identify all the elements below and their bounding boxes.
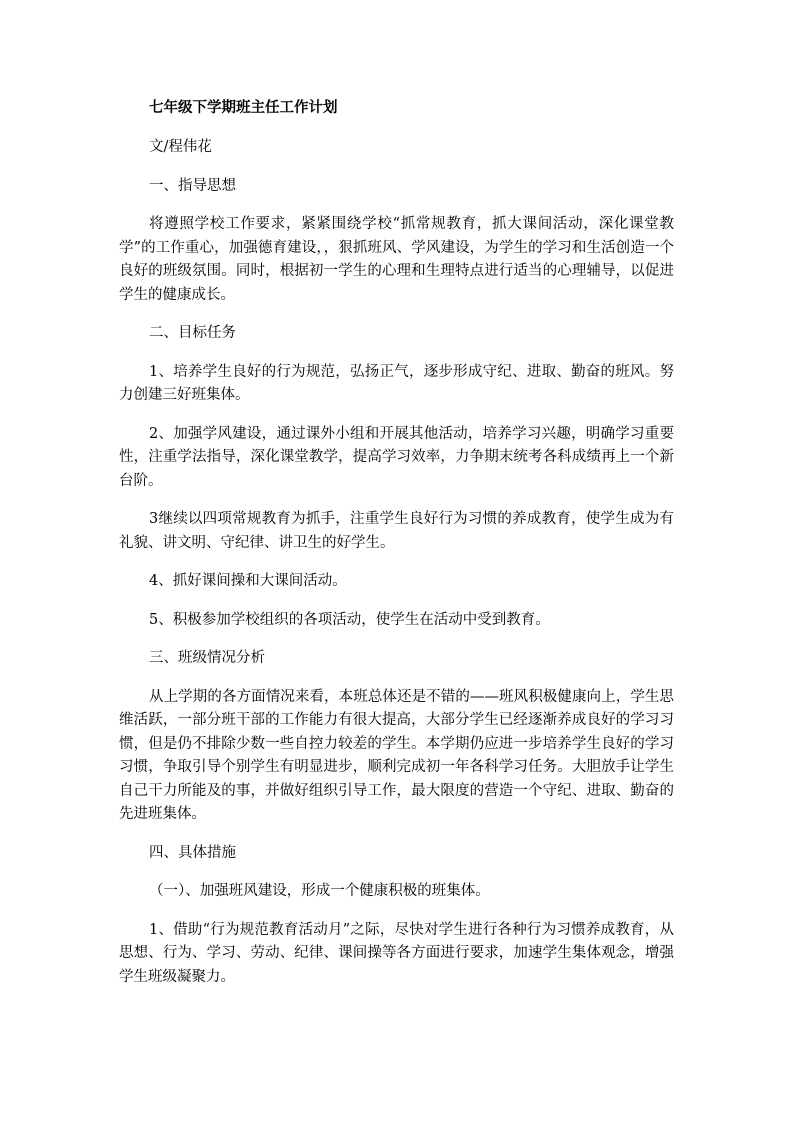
section-heading-measures: 四、具体措施: [149, 844, 236, 861]
document-title: 七年级下学期班主任工作计划: [149, 99, 338, 116]
goal-item-3: 3继续以四项常规教育为抓手，注重学生良好行为习惯的养成教育，使学生成为有礼貌、讲文明、守纪律、讲卫生的好学生。: [119, 511, 674, 551]
author-line: 文/程伟花: [149, 139, 212, 155]
measure-item-1: 1、借助“行为规范教育活动月”之际，尽快对学生进行各种行为习惯养成教育，从思想、行为、学习、劳动、纪律、课间操等各方面进行要求，加速学生集体观念，增强学生班级凝聚力。: [119, 921, 674, 985]
goal-item-4: 4、抓好课间操和大课间活动。: [149, 573, 347, 589]
section-heading-goals: 二、目标任务: [149, 325, 236, 341]
paragraph-guiding-ideology: 将遵照学校工作要求，紧紧围绕学校“抓常规教育，抓大课间活动，深化课堂教学”的工作重心，加强德育建设，，狠抓班风、学风建设，为学生的学习和生活创造一个良好的班级氛围。同时，根据初一学生的心理和生理特点进行适当的心理辅导，以促进学生的健康成长。: [119, 216, 674, 303]
document-body: [119, 96, 674, 1004]
paragraph-class-analysis: 从上学期的各方面情况来看，本班总体还是不错的——班风积极健康向上，学生思维活跃，一部分班干部的工作能力有很大提高，大部分学生已经逐渐养成良好的学习习惯，但是仍不排除少数一些自控力较差的学生。本学期仍应进一步培养学生良好的学习习惯，争取引导个别学生有明显进步，顺利完成初一年各科学习任务。大胆放手让学生自己干力所能及的事，并做好组织引导工作，最大限度的营造一个守纪、进取、勤奋的先进班集体。: [119, 688, 674, 822]
section-heading-class-analysis: 三、班级情况分析: [149, 650, 265, 666]
goal-item-1: 1、培养学生良好的行为规范，弘扬正气，逐步形成守纪、进取、勤奋的班风。努力创建三好班集体。: [119, 363, 674, 403]
goal-item-2: 2、加强学风建设，通过课外小组和开展其他活动，培养学习兴趣，明确学习重要性，注重学法指导，深化课堂教学，提高学习效率，力争期末统考各科成绩再上一个新台阶。: [119, 425, 674, 489]
subheading-class-culture: （一）、加强班风建设，形成一个健康积极的班集体。: [149, 883, 490, 899]
goal-item-5: 5、积极参加学校组织的各项活动，使学生在活动中受到教育。: [149, 611, 550, 628]
section-heading-guiding-ideology: 一、指导思想: [149, 177, 236, 194]
